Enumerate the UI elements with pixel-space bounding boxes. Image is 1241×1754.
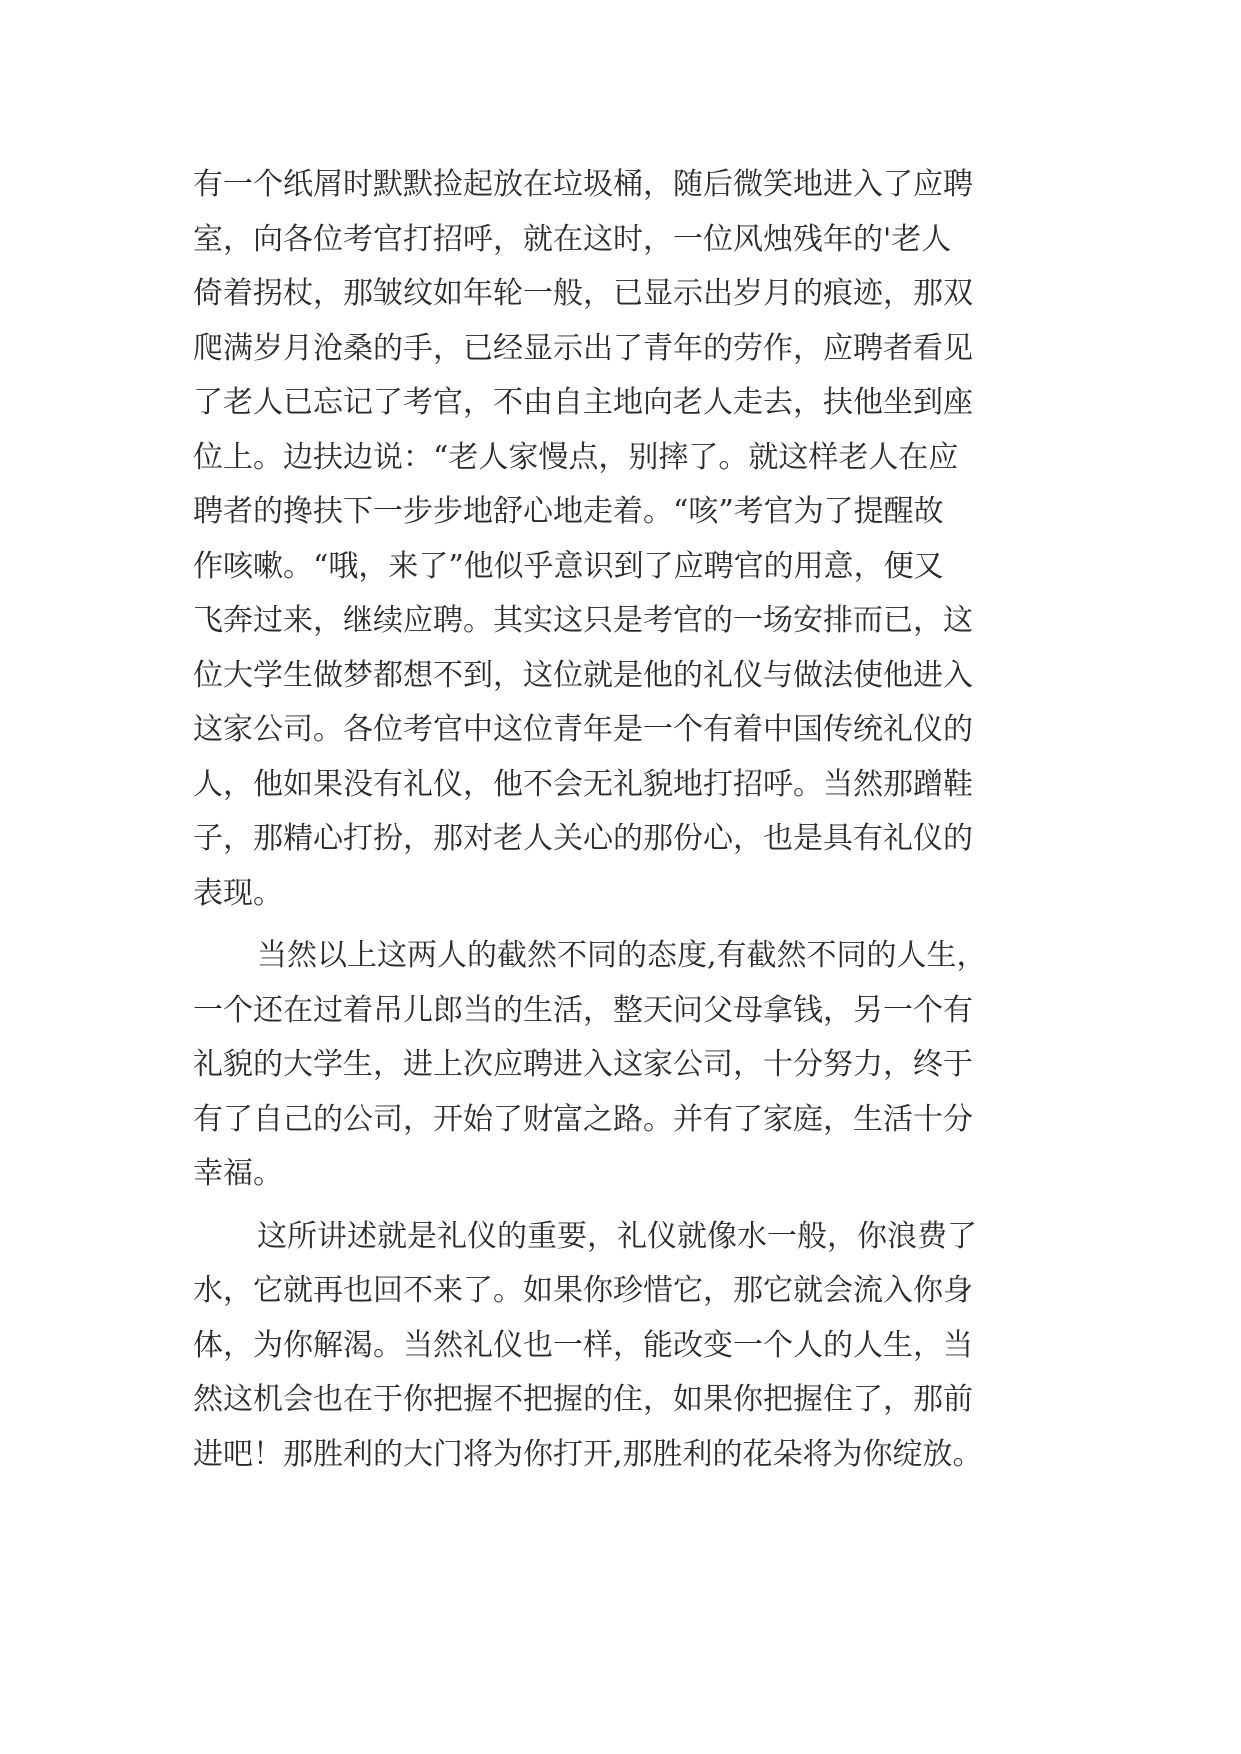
text-line: 水，它就再也回不来了。如果你珍惜它，那它就会流入你身 <box>193 1273 973 1308</box>
text-line: 幸福。 <box>193 1156 283 1191</box>
text-line: 有一个纸屑时默默捡起放在垃圾桶，随后微笑地进入了应聘 <box>193 167 973 202</box>
paragraph-spacer <box>193 921 1053 929</box>
text-line: 体，为你解渴。当然礼仪也一样，能改变一个人的人生，当 <box>193 1327 973 1363</box>
paragraph-1 <box>193 158 1053 921</box>
text-line: 子，那精心打扮，那对老人关心的那份心，也是具有礼仪的 <box>193 821 973 856</box>
text-line: 位上。边扶边说：“老人家慢点，别摔了。就这样老人在应 <box>193 439 959 475</box>
text-line: 当然以上这两人的截然不同的态度,有截然不同的人生， <box>257 938 987 973</box>
text-line: 室，向各位考官打招呼，就在这时，一位风烛残年的'老人 <box>193 221 952 257</box>
text-line: 爬满岁月沧桑的手，已经显示出了青年的劳作，应聘者看见 <box>193 330 973 366</box>
text-line: 飞奔过来，继续应聘。其实这只是考官的一场安排而已，这 <box>193 603 973 638</box>
text-line: 这家公司。各位考官中这位青年是一个有着中国传统礼仪的 <box>193 712 973 747</box>
paragraph-3 <box>193 1210 1053 1483</box>
text-line: 有了自己的公司，开始了财富之路。并有了家庭，生活十分 <box>193 1101 973 1137</box>
paragraph-spacer <box>193 1202 1053 1210</box>
text-line: 位大学生做梦都想不到，这位就是他的礼仪与做法使他进入 <box>193 657 973 693</box>
text-line: 进吧！那胜利的大门将为你打开,那胜利的花朵将为你绽放。 <box>193 1436 983 1472</box>
text-line: 聘者的搀扶下一步步地舒心地走着。“咳”考官为了提醒故 <box>193 494 944 529</box>
text-line: 然这机会也在于你把握不把握的住，如果你把握住了，那前 <box>193 1382 973 1417</box>
text-line: 人，他如果没有礼仪，他不会无礼貌地打招呼。当然那蹭鞋 <box>193 766 973 802</box>
text-line: 这所讲述就是礼仪的重要，礼仪就像水一般，你浪费了 <box>257 1218 977 1254</box>
text-line: 表现。 <box>193 875 283 911</box>
text-line: 了老人已忘记了考官，不由自主地向老人走去，扶他坐到座 <box>193 385 973 420</box>
text-line: 作咳嗽。“哦，来了”他似乎意识到了应聘官的用意，便又 <box>193 548 944 584</box>
text-line: 礼貌的大学生，进上次应聘进入这家公司，十分努力，终于 <box>193 1047 973 1082</box>
document-body <box>193 158 1053 1482</box>
paragraph-2 <box>193 929 1053 1202</box>
text-line: 一个还在过着吊儿郎当的生活，整天问父母拿钱，另一个有 <box>193 992 973 1028</box>
text-line: 倚着拐杖，那皱纹如年轮一般，已显示出岁月的痕迹，那双 <box>193 276 973 311</box>
